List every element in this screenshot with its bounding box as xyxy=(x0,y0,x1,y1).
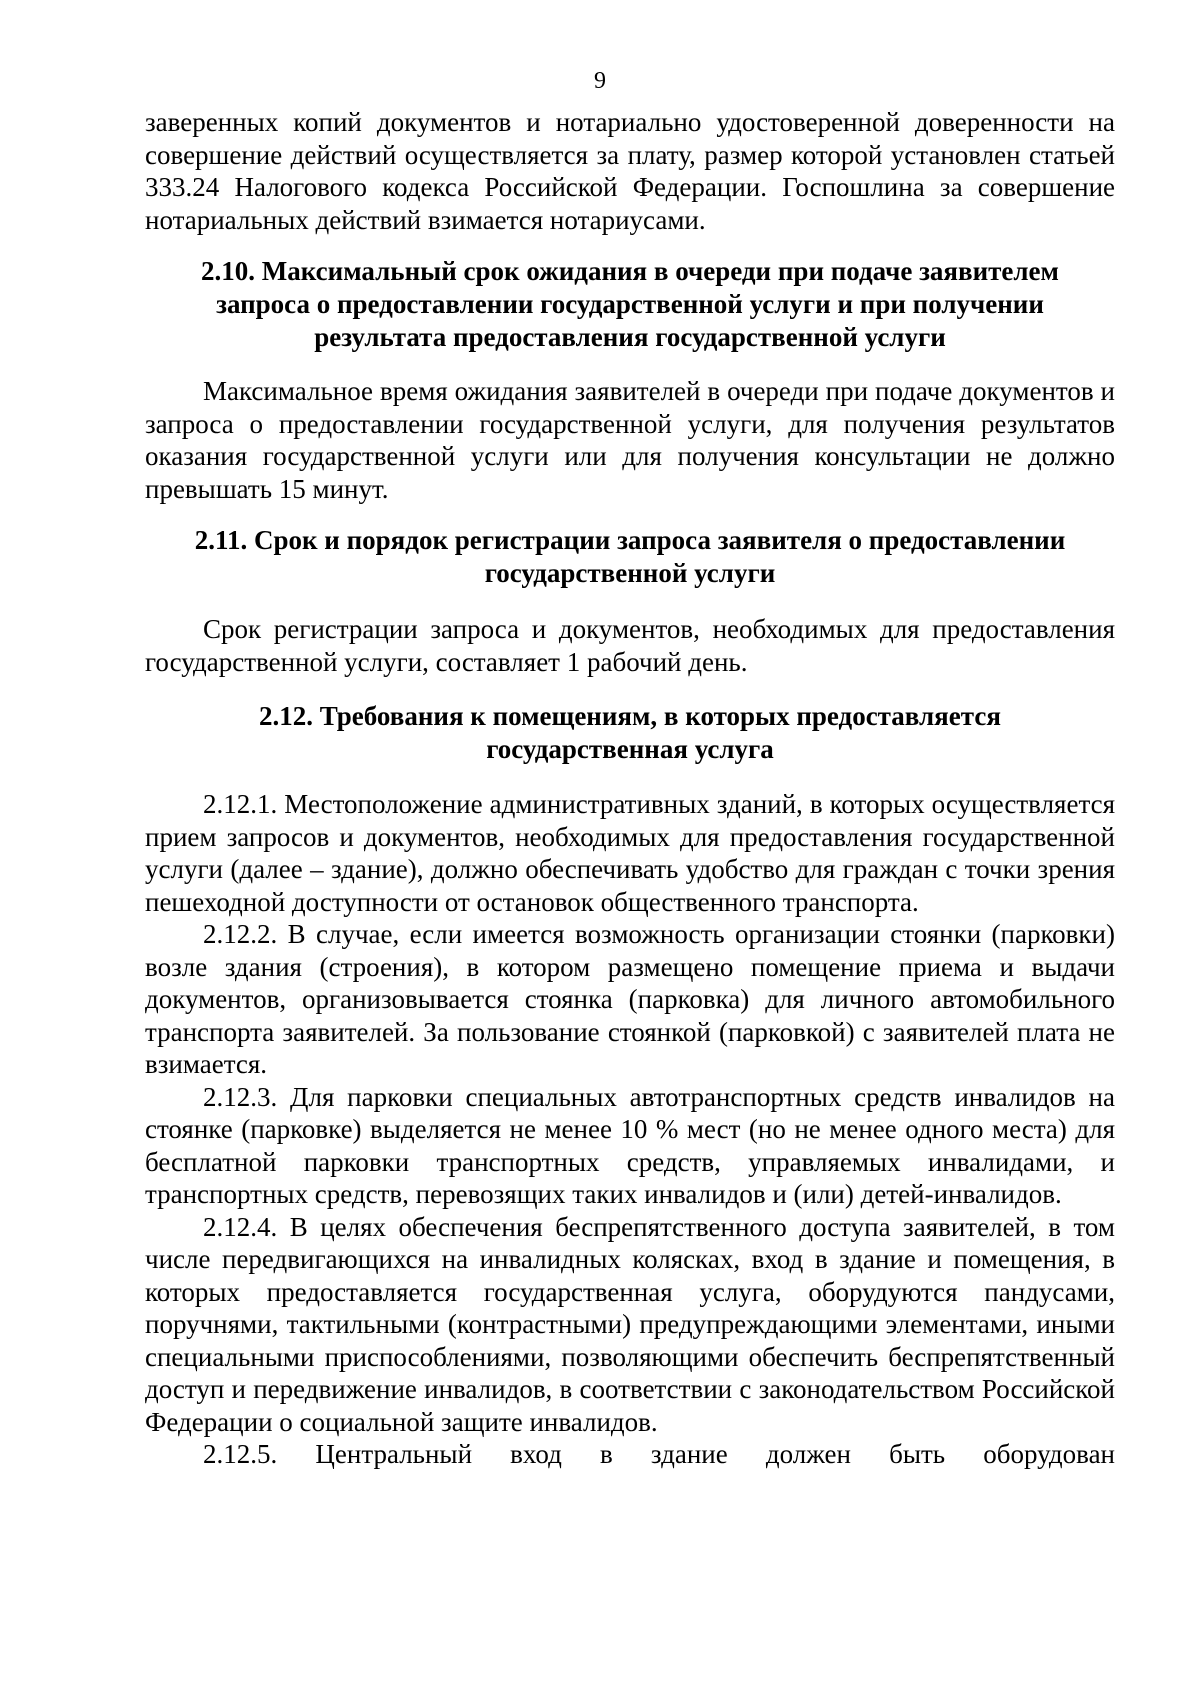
paragraph-text: Максимальное время ожидания заявителей в очереди при подаче документов и запроса о предоставлении государственной услуги, для получения результатов оказания государственной услуги или для получения консультации не должно превышать 15 минут. xyxy=(145,376,1115,504)
section-2-12-body xyxy=(145,788,1115,1471)
section-2-11-heading xyxy=(145,524,1115,590)
top-paragraph xyxy=(145,106,1115,236)
paragraph-2-12-4: 2.12.4. В целях обеспечения беспрепятственного доступа заявителей, в том числе передвигающихся на инвалидных колясках, вход в здание и помещения, в которых предоставляется государственная услуга, оборудуются пандусами, поручнями, тактильными (контрастными) предупреждающими элементами, иными специальными приспособлениями, позволяющими обеспечить беспрепятственный доступ и передвижение инвалидов, в соответствии с законодательством Российской Федерации о социальной защите инвалидов. xyxy=(145,1211,1115,1437)
heading-line: 2.12. Требования к помещениям, в которых предоставляется xyxy=(259,701,1001,731)
heading-line: результата предоставления государственной услуги xyxy=(314,322,946,352)
paragraph-2-12-2: 2.12.2. В случае, если имеется возможность организации стоянки (парковки) возле здания (строения), в котором размещено помещение приема и выдачи документов, организовывается стоянка (парковка) для личного автомобильного транспорта заявителей. За пользование стоянкой (парковкой) с заявителей плата не взимается. xyxy=(145,919,1115,1079)
section-2-10-heading xyxy=(145,255,1115,354)
heading-line: государственная услуга xyxy=(486,734,774,764)
section-2-10-text xyxy=(145,375,1115,505)
page-number: 9 xyxy=(594,68,606,94)
paragraph-text: Срок регистрации запроса и документов, необходимых для предоставления государственной услуги, составляет 1 рабочий день. xyxy=(145,614,1115,677)
paragraph-2-12-3: 2.12.3. Для парковки специальных автотранспортных средств инвалидов на стоянке (парковке) выделяется не менее 10 % мест (но не менее одного места) для бесплатной парковки транспортных средств, управляемых инвалидами, и транспортных средств, перевозящих таких инвалидов и (или) детей-инвалидов. xyxy=(145,1081,1115,1209)
paragraph-2-12-5: 2.12.5. Центральный вход в здание должен быть оборудован xyxy=(203,1439,1115,1469)
paragraph-text: заверенных копий документов и нотариально удостоверенной доверенности на совершение действий осуществляется за плату, размер которой установлен статьей 333.24 Налогового кодекса Российской Федерации. Госпошлина за совершение нотариальных действий взимается нотариусами. xyxy=(145,107,1115,235)
heading-line: запроса о предоставлении государственной услуги и при получении xyxy=(216,289,1044,319)
section-2-11-text xyxy=(145,613,1115,678)
heading-line: 2.10. Максимальный срок ожидания в очереди при подаче заявителем xyxy=(201,256,1059,286)
heading-line: государственной услуги xyxy=(484,558,776,588)
heading-line: 2.11. Срок и порядок регистрации запроса заявителя о предоставлении xyxy=(194,525,1066,555)
paragraph-2-12-1: 2.12.1. Местоположение административных зданий, в которых осуществляется прием запросов и документов, необходимых для предоставления государственной услуги (далее – здание), должно обеспечивать удобство для граждан с точки зрения пешеходной доступности от остановок общественного транспорта. xyxy=(145,789,1115,917)
section-2-12-heading xyxy=(145,700,1115,766)
